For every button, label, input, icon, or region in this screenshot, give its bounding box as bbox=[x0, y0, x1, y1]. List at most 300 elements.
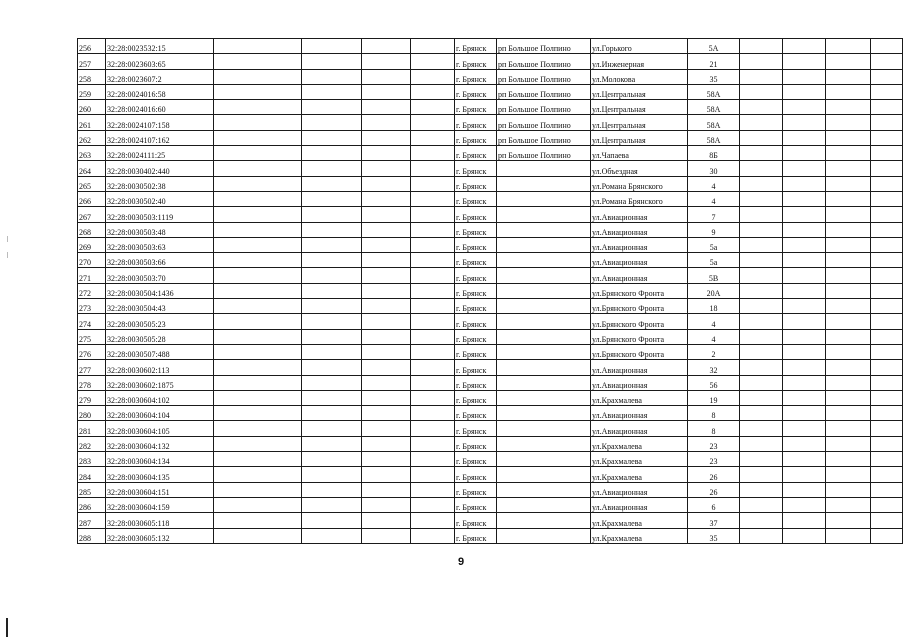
cell-empty bbox=[783, 176, 826, 191]
cell-empty bbox=[783, 268, 826, 283]
cell-cad: 32:28:0030507:488 bbox=[106, 344, 214, 359]
cell-city: г. Брянск bbox=[455, 222, 497, 237]
cell-empty bbox=[826, 54, 871, 69]
table-row bbox=[78, 482, 903, 497]
cell-empty bbox=[826, 329, 871, 344]
cell-empty bbox=[214, 253, 302, 268]
table-row bbox=[78, 268, 903, 283]
cell-empty bbox=[302, 482, 362, 497]
cell-empty bbox=[740, 69, 783, 84]
cell-empty bbox=[214, 130, 302, 145]
cell-cad: 32:28:0024016:60 bbox=[106, 100, 214, 115]
registry-table bbox=[77, 38, 903, 544]
cell-empty bbox=[362, 375, 411, 390]
cell-city: г. Брянск bbox=[455, 115, 497, 130]
cell-num: 271 bbox=[78, 268, 106, 283]
table-row bbox=[78, 237, 903, 252]
cell-empty bbox=[783, 283, 826, 298]
cell-street: ул.Инженерная bbox=[591, 54, 688, 69]
cell-empty bbox=[411, 161, 455, 176]
cell-empty bbox=[302, 299, 362, 314]
cell-city: г. Брянск bbox=[455, 528, 497, 543]
table-row bbox=[78, 497, 903, 512]
cell-settle bbox=[497, 467, 591, 482]
cell-street: ул.Брянского Фронта bbox=[591, 344, 688, 359]
cell-empty bbox=[783, 130, 826, 145]
cell-empty bbox=[826, 176, 871, 191]
cell-empty bbox=[826, 360, 871, 375]
cell-cad: 32:28:0024107:162 bbox=[106, 130, 214, 145]
cell-empty bbox=[783, 482, 826, 497]
cell-empty bbox=[871, 528, 903, 543]
cell-empty bbox=[411, 528, 455, 543]
cell-settle bbox=[497, 344, 591, 359]
cell-empty bbox=[362, 176, 411, 191]
cell-empty bbox=[214, 497, 302, 512]
cell-empty bbox=[302, 390, 362, 405]
cell-empty bbox=[783, 222, 826, 237]
cell-empty bbox=[362, 237, 411, 252]
cell-house: 5А bbox=[688, 39, 740, 54]
cell-cad: 32:28:0024107:158 bbox=[106, 115, 214, 130]
cell-settle bbox=[497, 207, 591, 222]
cell-cad: 32:28:0023607:2 bbox=[106, 69, 214, 84]
cell-empty bbox=[826, 268, 871, 283]
cell-empty bbox=[362, 130, 411, 145]
cell-empty bbox=[871, 69, 903, 84]
cell-cad: 32:28:0024016:58 bbox=[106, 84, 214, 99]
cell-street: ул.Романа Брянского bbox=[591, 191, 688, 206]
cell-city: г. Брянск bbox=[455, 421, 497, 436]
cell-empty bbox=[740, 207, 783, 222]
cell-street: ул.Молокова bbox=[591, 69, 688, 84]
cell-num: 263 bbox=[78, 146, 106, 161]
cell-cad: 32:28:0030505:23 bbox=[106, 314, 214, 329]
cell-street: ул.Авиационная bbox=[591, 222, 688, 237]
table-row bbox=[78, 146, 903, 161]
cell-num: 264 bbox=[78, 161, 106, 176]
cell-empty bbox=[740, 528, 783, 543]
cell-city: г. Брянск bbox=[455, 237, 497, 252]
cell-city: г. Брянск bbox=[455, 452, 497, 467]
cell-num: 285 bbox=[78, 482, 106, 497]
cell-empty bbox=[214, 406, 302, 421]
table-row bbox=[78, 436, 903, 451]
cell-num: 272 bbox=[78, 283, 106, 298]
cell-settle: рп Большое Полпино bbox=[497, 146, 591, 161]
cell-empty bbox=[411, 84, 455, 99]
cell-empty bbox=[411, 360, 455, 375]
cell-house: 8 bbox=[688, 421, 740, 436]
cell-house: 4 bbox=[688, 191, 740, 206]
cell-empty bbox=[302, 497, 362, 512]
cell-num: 284 bbox=[78, 467, 106, 482]
cell-empty bbox=[871, 497, 903, 512]
cell-house: 21 bbox=[688, 54, 740, 69]
cell-empty bbox=[302, 115, 362, 130]
cell-city: г. Брянск bbox=[455, 54, 497, 69]
cell-empty bbox=[826, 513, 871, 528]
cell-empty bbox=[783, 54, 826, 69]
cell-empty bbox=[214, 69, 302, 84]
cell-settle bbox=[497, 528, 591, 543]
cell-city: г. Брянск bbox=[455, 436, 497, 451]
cell-empty bbox=[871, 268, 903, 283]
cell-num: 283 bbox=[78, 452, 106, 467]
cell-house: 32 bbox=[688, 360, 740, 375]
cell-settle bbox=[497, 161, 591, 176]
cell-num: 274 bbox=[78, 314, 106, 329]
cell-street: ул.Авиационная bbox=[591, 375, 688, 390]
cell-num: 277 bbox=[78, 360, 106, 375]
cell-empty bbox=[826, 100, 871, 115]
cell-empty bbox=[214, 299, 302, 314]
cell-empty bbox=[302, 406, 362, 421]
cell-num: 267 bbox=[78, 207, 106, 222]
cell-cad: 32:28:0024111:25 bbox=[106, 146, 214, 161]
table-row bbox=[78, 115, 903, 130]
cell-empty bbox=[214, 436, 302, 451]
cell-empty bbox=[302, 283, 362, 298]
cell-empty bbox=[214, 344, 302, 359]
cell-city: г. Брянск bbox=[455, 39, 497, 54]
cell-empty bbox=[826, 39, 871, 54]
cell-settle bbox=[497, 390, 591, 405]
cell-house: 6 bbox=[688, 497, 740, 512]
cell-city: г. Брянск bbox=[455, 467, 497, 482]
cell-house: 5а bbox=[688, 253, 740, 268]
cell-city: г. Брянск bbox=[455, 146, 497, 161]
cell-cad: 32:28:0030604:102 bbox=[106, 390, 214, 405]
cell-empty bbox=[740, 161, 783, 176]
cell-empty bbox=[411, 222, 455, 237]
cell-empty bbox=[826, 314, 871, 329]
cell-settle bbox=[497, 222, 591, 237]
cell-empty bbox=[871, 314, 903, 329]
table-row bbox=[78, 191, 903, 206]
cell-empty bbox=[871, 54, 903, 69]
cell-empty bbox=[411, 421, 455, 436]
cell-empty bbox=[362, 299, 411, 314]
cell-street: ул.Романа Брянского bbox=[591, 176, 688, 191]
cell-empty bbox=[740, 237, 783, 252]
cell-empty bbox=[783, 299, 826, 314]
cell-street: ул.Центральная bbox=[591, 115, 688, 130]
cell-empty bbox=[783, 39, 826, 54]
cell-empty bbox=[214, 360, 302, 375]
cell-empty bbox=[871, 329, 903, 344]
cell-empty bbox=[783, 237, 826, 252]
cell-city: г. Брянск bbox=[455, 207, 497, 222]
cell-empty bbox=[302, 39, 362, 54]
cell-num: 278 bbox=[78, 375, 106, 390]
cell-cad: 32:28:0030605:132 bbox=[106, 528, 214, 543]
cell-empty bbox=[826, 390, 871, 405]
cell-street: ул.Объездная bbox=[591, 161, 688, 176]
cell-settle bbox=[497, 329, 591, 344]
cell-settle: рп Большое Полпино bbox=[497, 115, 591, 130]
cell-empty bbox=[871, 360, 903, 375]
cell-empty bbox=[783, 253, 826, 268]
cell-empty bbox=[871, 130, 903, 145]
cell-empty bbox=[740, 421, 783, 436]
cell-empty bbox=[783, 191, 826, 206]
cell-settle bbox=[497, 268, 591, 283]
cell-house: 20А bbox=[688, 283, 740, 298]
cell-empty bbox=[214, 421, 302, 436]
cell-cad: 32:28:0030503:70 bbox=[106, 268, 214, 283]
cell-empty bbox=[871, 421, 903, 436]
cell-empty bbox=[740, 314, 783, 329]
cell-street: ул.Крахмалева bbox=[591, 467, 688, 482]
table-row bbox=[78, 375, 903, 390]
table-row bbox=[78, 84, 903, 99]
cell-empty bbox=[411, 115, 455, 130]
cell-empty bbox=[411, 176, 455, 191]
cell-num: 280 bbox=[78, 406, 106, 421]
cell-empty bbox=[871, 207, 903, 222]
cell-empty bbox=[826, 452, 871, 467]
cell-city: г. Брянск bbox=[455, 191, 497, 206]
cell-empty bbox=[302, 436, 362, 451]
cell-house: 37 bbox=[688, 513, 740, 528]
cell-empty bbox=[302, 54, 362, 69]
cell-empty bbox=[411, 329, 455, 344]
cell-empty bbox=[740, 467, 783, 482]
cell-empty bbox=[826, 299, 871, 314]
cell-empty bbox=[740, 375, 783, 390]
cell-cad: 32:28:0030503:66 bbox=[106, 253, 214, 268]
cell-empty bbox=[826, 421, 871, 436]
cell-empty bbox=[302, 84, 362, 99]
cell-settle bbox=[497, 191, 591, 206]
cell-settle bbox=[497, 314, 591, 329]
cell-city: г. Брянск bbox=[455, 513, 497, 528]
cell-empty bbox=[783, 146, 826, 161]
cell-city: г. Брянск bbox=[455, 299, 497, 314]
cell-num: 261 bbox=[78, 115, 106, 130]
cell-settle bbox=[497, 360, 591, 375]
cell-empty bbox=[826, 191, 871, 206]
page-number: 9 bbox=[457, 556, 465, 568]
cell-empty bbox=[362, 360, 411, 375]
cell-num: 269 bbox=[78, 237, 106, 252]
cell-empty bbox=[783, 436, 826, 451]
table-row bbox=[78, 207, 903, 222]
cell-empty bbox=[411, 130, 455, 145]
cell-empty bbox=[302, 314, 362, 329]
cell-empty bbox=[871, 39, 903, 54]
cell-empty bbox=[214, 314, 302, 329]
cell-house: 4 bbox=[688, 329, 740, 344]
cell-city: г. Брянск bbox=[455, 84, 497, 99]
cell-num: 266 bbox=[78, 191, 106, 206]
cell-empty bbox=[302, 344, 362, 359]
table-row bbox=[78, 421, 903, 436]
cell-empty bbox=[826, 467, 871, 482]
cell-empty bbox=[411, 467, 455, 482]
cell-empty bbox=[740, 191, 783, 206]
cell-empty bbox=[783, 360, 826, 375]
cell-empty bbox=[362, 467, 411, 482]
cell-empty bbox=[362, 191, 411, 206]
cell-house: 30 bbox=[688, 161, 740, 176]
cell-street: ул.Крахмалева bbox=[591, 452, 688, 467]
table-row bbox=[78, 329, 903, 344]
scan-edge-tick bbox=[7, 252, 8, 258]
cell-empty bbox=[411, 436, 455, 451]
cell-empty bbox=[411, 268, 455, 283]
cell-num: 257 bbox=[78, 54, 106, 69]
cell-house: 9 bbox=[688, 222, 740, 237]
cell-settle: рп Большое Полпино bbox=[497, 54, 591, 69]
cell-empty bbox=[362, 268, 411, 283]
cell-empty bbox=[740, 436, 783, 451]
cell-empty bbox=[871, 375, 903, 390]
cell-empty bbox=[783, 513, 826, 528]
cell-empty bbox=[362, 482, 411, 497]
cell-empty bbox=[826, 283, 871, 298]
cell-empty bbox=[783, 115, 826, 130]
cell-num: 287 bbox=[78, 513, 106, 528]
cell-empty bbox=[362, 100, 411, 115]
cell-empty bbox=[740, 513, 783, 528]
cell-street: ул.Авиационная bbox=[591, 268, 688, 283]
cell-cad: 32:28:0030604:105 bbox=[106, 421, 214, 436]
cell-settle bbox=[497, 237, 591, 252]
cell-empty bbox=[740, 299, 783, 314]
cell-empty bbox=[740, 84, 783, 99]
cell-settle bbox=[497, 497, 591, 512]
cell-empty bbox=[214, 467, 302, 482]
cell-empty bbox=[871, 191, 903, 206]
cell-street: ул.Авиационная bbox=[591, 237, 688, 252]
cell-cad: 32:28:0030504:43 bbox=[106, 299, 214, 314]
cell-num: 260 bbox=[78, 100, 106, 115]
cell-cad: 32:28:0030503:48 bbox=[106, 222, 214, 237]
cell-city: г. Брянск bbox=[455, 360, 497, 375]
cell-house: 35 bbox=[688, 69, 740, 84]
cell-num: 276 bbox=[78, 344, 106, 359]
cell-cad: 32:28:0030504:1436 bbox=[106, 283, 214, 298]
cell-city: г. Брянск bbox=[455, 161, 497, 176]
cell-empty bbox=[783, 329, 826, 344]
cell-settle bbox=[497, 283, 591, 298]
registry-body bbox=[78, 39, 903, 544]
cell-empty bbox=[826, 84, 871, 99]
cell-num: 268 bbox=[78, 222, 106, 237]
cell-settle bbox=[497, 406, 591, 421]
cell-empty bbox=[411, 390, 455, 405]
cell-empty bbox=[214, 375, 302, 390]
cell-empty bbox=[871, 299, 903, 314]
cell-empty bbox=[783, 161, 826, 176]
cell-empty bbox=[871, 390, 903, 405]
cell-num: 281 bbox=[78, 421, 106, 436]
table-row bbox=[78, 130, 903, 145]
cell-empty bbox=[214, 161, 302, 176]
cell-empty bbox=[362, 161, 411, 176]
cell-street: ул.Брянского Фронта bbox=[591, 314, 688, 329]
cell-empty bbox=[740, 283, 783, 298]
cell-city: г. Брянск bbox=[455, 344, 497, 359]
cell-cad: 32:28:0030505:28 bbox=[106, 329, 214, 344]
cell-empty bbox=[871, 237, 903, 252]
cell-empty bbox=[362, 253, 411, 268]
cell-street: ул.Крахмалева bbox=[591, 390, 688, 405]
cell-empty bbox=[871, 115, 903, 130]
cell-cad: 32:28:0030602:113 bbox=[106, 360, 214, 375]
cell-street: ул.Брянского Фронта bbox=[591, 283, 688, 298]
cell-cad: 32:28:0030604:159 bbox=[106, 497, 214, 512]
table-row bbox=[78, 100, 903, 115]
cell-empty bbox=[871, 467, 903, 482]
cell-empty bbox=[362, 406, 411, 421]
cell-house: 35 bbox=[688, 528, 740, 543]
cell-empty bbox=[362, 344, 411, 359]
cell-settle bbox=[497, 421, 591, 436]
cell-empty bbox=[411, 191, 455, 206]
cell-empty bbox=[783, 406, 826, 421]
table-row bbox=[78, 161, 903, 176]
cell-empty bbox=[214, 513, 302, 528]
cell-empty bbox=[302, 467, 362, 482]
cell-empty bbox=[214, 191, 302, 206]
cell-num: 265 bbox=[78, 176, 106, 191]
table-row bbox=[78, 69, 903, 84]
cell-empty bbox=[826, 528, 871, 543]
cell-empty bbox=[214, 54, 302, 69]
cell-empty bbox=[411, 54, 455, 69]
cell-empty bbox=[783, 452, 826, 467]
cell-empty bbox=[871, 436, 903, 451]
cell-empty bbox=[740, 268, 783, 283]
table-row bbox=[78, 222, 903, 237]
cell-house: 2 bbox=[688, 344, 740, 359]
cell-street: ул.Авиационная bbox=[591, 207, 688, 222]
cell-street: ул.Брянского Фронта bbox=[591, 329, 688, 344]
cell-empty bbox=[302, 528, 362, 543]
cell-empty bbox=[740, 146, 783, 161]
cell-house: 4 bbox=[688, 314, 740, 329]
cell-empty bbox=[826, 115, 871, 130]
cell-empty bbox=[214, 283, 302, 298]
cell-empty bbox=[826, 253, 871, 268]
cell-empty bbox=[783, 69, 826, 84]
cell-street: ул.Авиационная bbox=[591, 360, 688, 375]
cell-house: 23 bbox=[688, 452, 740, 467]
table-row bbox=[78, 314, 903, 329]
cell-cad: 32:28:0030604:135 bbox=[106, 467, 214, 482]
cell-settle: рп Большое Полпино bbox=[497, 100, 591, 115]
cell-empty bbox=[826, 146, 871, 161]
cell-empty bbox=[411, 406, 455, 421]
cell-empty bbox=[871, 344, 903, 359]
cell-city: г. Брянск bbox=[455, 100, 497, 115]
cell-city: г. Брянск bbox=[455, 390, 497, 405]
cell-cad: 32:28:0030604:151 bbox=[106, 482, 214, 497]
cell-empty bbox=[871, 84, 903, 99]
cell-empty bbox=[783, 497, 826, 512]
cell-street: ул.Горького bbox=[591, 39, 688, 54]
cell-empty bbox=[411, 69, 455, 84]
cell-empty bbox=[362, 329, 411, 344]
cell-empty bbox=[871, 176, 903, 191]
cell-empty bbox=[871, 482, 903, 497]
cell-empty bbox=[362, 207, 411, 222]
cell-street: ул.Центральная bbox=[591, 130, 688, 145]
cell-empty bbox=[362, 115, 411, 130]
